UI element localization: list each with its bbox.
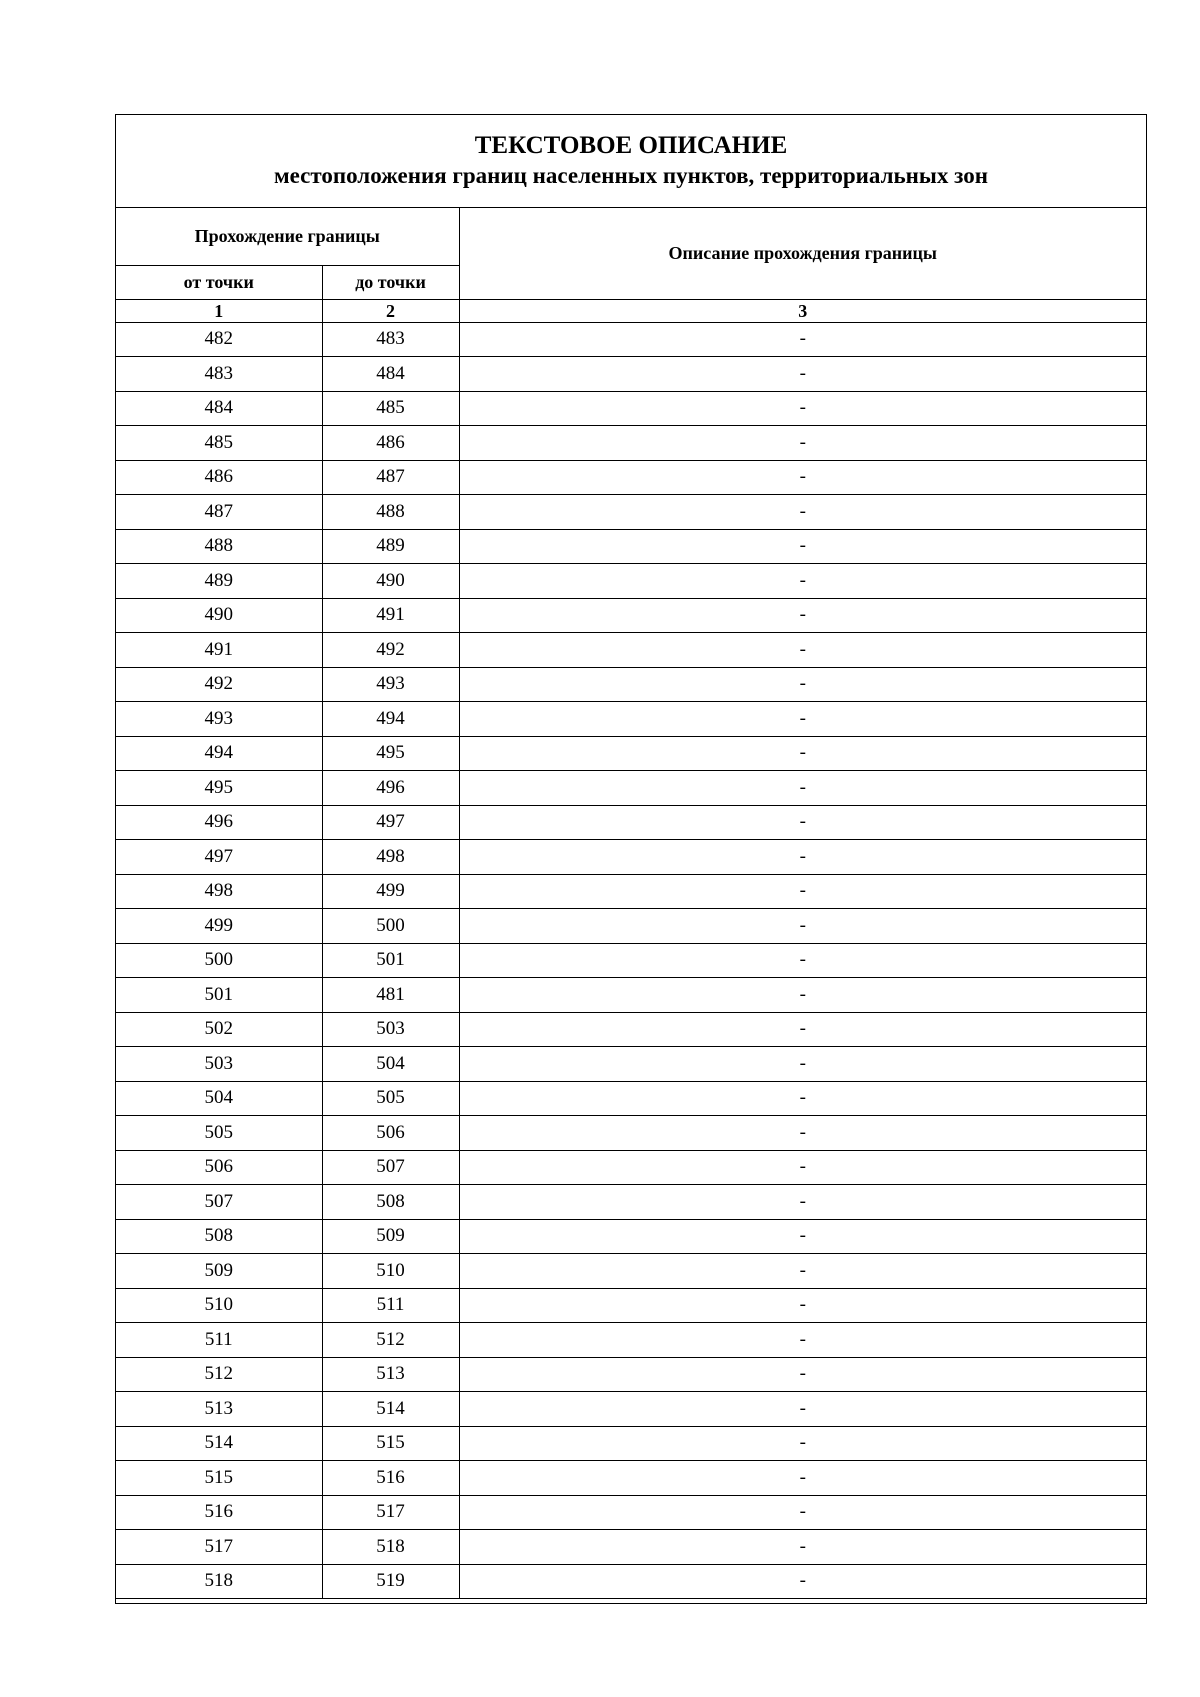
table-row bbox=[116, 1219, 1146, 1254]
from-point-cell: 516 bbox=[116, 1495, 322, 1530]
from-point-cell: 498 bbox=[116, 874, 322, 909]
from-point-cell: 497 bbox=[116, 840, 322, 875]
description-cell: - bbox=[459, 633, 1146, 668]
from-point-cell: 492 bbox=[116, 667, 322, 702]
table-bottom-rule bbox=[116, 1598, 1146, 1603]
to-point-cell: 510 bbox=[322, 1254, 459, 1289]
description-cell: - bbox=[459, 1461, 1146, 1496]
from-point-cell: 517 bbox=[116, 1530, 322, 1565]
description-cell: - bbox=[459, 1564, 1146, 1598]
header-description: Описание прохождения границы bbox=[459, 208, 1146, 299]
to-point-cell: 499 bbox=[322, 874, 459, 909]
to-point-cell: 493 bbox=[322, 667, 459, 702]
to-point-cell: 481 bbox=[322, 978, 459, 1013]
to-point-cell: 498 bbox=[322, 840, 459, 875]
to-point-cell: 496 bbox=[322, 771, 459, 806]
from-point-cell: 486 bbox=[116, 460, 322, 495]
table-row bbox=[116, 1116, 1146, 1151]
description-cell: - bbox=[459, 426, 1146, 461]
from-point-cell: 507 bbox=[116, 1185, 322, 1220]
from-point-cell: 495 bbox=[116, 771, 322, 806]
table-row bbox=[116, 909, 1146, 944]
table-row bbox=[116, 1426, 1146, 1461]
to-point-cell: 515 bbox=[322, 1426, 459, 1461]
description-cell: - bbox=[459, 357, 1146, 392]
description-cell: - bbox=[459, 1288, 1146, 1323]
from-point-cell: 493 bbox=[116, 702, 322, 737]
table-row bbox=[116, 1185, 1146, 1220]
header-to-point: до точки bbox=[322, 265, 459, 299]
header-boundary-passage: Прохождение границы bbox=[116, 208, 459, 265]
description-cell: - bbox=[459, 943, 1146, 978]
to-point-cell: 500 bbox=[322, 909, 459, 944]
from-point-cell: 509 bbox=[116, 1254, 322, 1289]
to-point-cell: 507 bbox=[322, 1150, 459, 1185]
from-point-cell: 494 bbox=[116, 736, 322, 771]
from-point-cell: 488 bbox=[116, 529, 322, 564]
from-point-cell: 499 bbox=[116, 909, 322, 944]
from-point-cell: 518 bbox=[116, 1564, 322, 1598]
to-point-cell: 495 bbox=[322, 736, 459, 771]
to-point-cell: 494 bbox=[322, 702, 459, 737]
to-point-cell: 511 bbox=[322, 1288, 459, 1323]
table-row bbox=[116, 529, 1146, 564]
from-point-cell: 491 bbox=[116, 633, 322, 668]
from-point-cell: 508 bbox=[116, 1219, 322, 1254]
table-row bbox=[116, 1323, 1146, 1358]
table-row bbox=[116, 667, 1146, 702]
table-row bbox=[116, 1357, 1146, 1392]
table-row bbox=[116, 874, 1146, 909]
to-point-cell: 483 bbox=[322, 322, 459, 357]
from-point-cell: 487 bbox=[116, 495, 322, 530]
table-row bbox=[116, 840, 1146, 875]
from-point-cell: 482 bbox=[116, 322, 322, 357]
to-point-cell: 504 bbox=[322, 1047, 459, 1082]
description-cell: - bbox=[459, 1219, 1146, 1254]
description-cell: - bbox=[459, 564, 1146, 599]
description-cell: - bbox=[459, 1185, 1146, 1220]
from-point-cell: 512 bbox=[116, 1357, 322, 1392]
to-point-cell: 516 bbox=[322, 1461, 459, 1496]
from-point-cell: 502 bbox=[116, 1012, 322, 1047]
description-cell: - bbox=[459, 702, 1146, 737]
to-point-cell: 514 bbox=[322, 1392, 459, 1427]
from-point-cell: 514 bbox=[116, 1426, 322, 1461]
description-cell: - bbox=[459, 1530, 1146, 1565]
column-number-1: 1 bbox=[116, 299, 322, 322]
description-cell: - bbox=[459, 978, 1146, 1013]
table-row bbox=[116, 598, 1146, 633]
from-point-cell: 483 bbox=[116, 357, 322, 392]
to-point-cell: 503 bbox=[322, 1012, 459, 1047]
description-cell: - bbox=[459, 529, 1146, 564]
description-cell: - bbox=[459, 322, 1146, 357]
table-row bbox=[116, 771, 1146, 806]
from-point-cell: 485 bbox=[116, 426, 322, 461]
document-title: ТЕКСТОВОЕ ОПИСАНИЕ bbox=[474, 132, 788, 159]
table-row bbox=[116, 1047, 1146, 1082]
to-point-cell: 491 bbox=[322, 598, 459, 633]
description-cell: - bbox=[459, 598, 1146, 633]
description-cell: - bbox=[459, 840, 1146, 875]
table-row bbox=[116, 1392, 1146, 1427]
table-body bbox=[116, 322, 1146, 1598]
to-point-cell: 490 bbox=[322, 564, 459, 599]
description-cell: - bbox=[459, 1047, 1146, 1082]
table-row bbox=[116, 1564, 1146, 1598]
from-point-cell: 510 bbox=[116, 1288, 322, 1323]
description-cell: - bbox=[459, 391, 1146, 426]
from-point-cell: 484 bbox=[116, 391, 322, 426]
description-cell: - bbox=[459, 805, 1146, 840]
table-row bbox=[116, 1530, 1146, 1565]
table-row bbox=[116, 495, 1146, 530]
table-row bbox=[116, 633, 1146, 668]
to-point-cell: 519 bbox=[322, 1564, 459, 1598]
to-point-cell: 485 bbox=[322, 391, 459, 426]
description-cell: - bbox=[459, 1495, 1146, 1530]
to-point-cell: 517 bbox=[322, 1495, 459, 1530]
description-cell: - bbox=[459, 771, 1146, 806]
table-row bbox=[116, 1012, 1146, 1047]
from-point-cell: 513 bbox=[116, 1392, 322, 1427]
to-point-cell: 508 bbox=[322, 1185, 459, 1220]
from-point-cell: 489 bbox=[116, 564, 322, 599]
table-row bbox=[116, 1461, 1146, 1496]
table-row bbox=[116, 426, 1146, 461]
description-cell: - bbox=[459, 1357, 1146, 1392]
document-header bbox=[116, 115, 1146, 208]
to-point-cell: 484 bbox=[322, 357, 459, 392]
boundary-description-document bbox=[115, 114, 1147, 1604]
table-row bbox=[116, 357, 1146, 392]
table-row bbox=[116, 702, 1146, 737]
table-row bbox=[116, 805, 1146, 840]
document-subtitle: местоположения границ населенных пунктов, территориальных зон bbox=[274, 163, 988, 188]
to-point-cell: 501 bbox=[322, 943, 459, 978]
table-row bbox=[116, 736, 1146, 771]
from-point-cell: 515 bbox=[116, 1461, 322, 1496]
to-point-cell: 513 bbox=[322, 1357, 459, 1392]
description-cell: - bbox=[459, 1150, 1146, 1185]
description-cell: - bbox=[459, 1392, 1146, 1427]
to-point-cell: 506 bbox=[322, 1116, 459, 1151]
from-point-cell: 501 bbox=[116, 978, 322, 1013]
from-point-cell: 500 bbox=[116, 943, 322, 978]
from-point-cell: 505 bbox=[116, 1116, 322, 1151]
to-point-cell: 488 bbox=[322, 495, 459, 530]
description-cell: - bbox=[459, 1116, 1146, 1151]
to-point-cell: 492 bbox=[322, 633, 459, 668]
table-row bbox=[116, 322, 1146, 357]
description-cell: - bbox=[459, 1254, 1146, 1289]
boundary-table bbox=[116, 208, 1146, 1598]
table-row bbox=[116, 943, 1146, 978]
description-cell: - bbox=[459, 667, 1146, 702]
table-row bbox=[116, 1081, 1146, 1116]
from-point-cell: 506 bbox=[116, 1150, 322, 1185]
table-row bbox=[116, 1288, 1146, 1323]
table-row bbox=[116, 978, 1146, 1013]
from-point-cell: 504 bbox=[116, 1081, 322, 1116]
column-number-3: 3 bbox=[459, 299, 1146, 322]
header-from-point: от точки bbox=[183, 271, 254, 292]
from-point-cell: 490 bbox=[116, 598, 322, 633]
table-row bbox=[116, 1495, 1146, 1530]
description-cell: - bbox=[459, 460, 1146, 495]
description-cell: - bbox=[459, 909, 1146, 944]
table-row bbox=[116, 1254, 1146, 1289]
description-cell: - bbox=[459, 1081, 1146, 1116]
description-cell: - bbox=[459, 1012, 1146, 1047]
to-point-cell: 518 bbox=[322, 1530, 459, 1565]
table-row bbox=[116, 460, 1146, 495]
column-number-2: 2 bbox=[322, 299, 459, 322]
table-row bbox=[116, 1150, 1146, 1185]
description-cell: - bbox=[459, 495, 1146, 530]
to-point-cell: 512 bbox=[322, 1323, 459, 1358]
to-point-cell: 486 bbox=[322, 426, 459, 461]
to-point-cell: 487 bbox=[322, 460, 459, 495]
description-cell: - bbox=[459, 1426, 1146, 1461]
to-point-cell: 505 bbox=[322, 1081, 459, 1116]
description-cell: - bbox=[459, 874, 1146, 909]
from-point-cell: 511 bbox=[116, 1323, 322, 1358]
description-cell: - bbox=[459, 1323, 1146, 1358]
table-row bbox=[116, 391, 1146, 426]
description-cell: - bbox=[459, 736, 1146, 771]
table-row bbox=[116, 564, 1146, 599]
to-point-cell: 497 bbox=[322, 805, 459, 840]
to-point-cell: 489 bbox=[322, 529, 459, 564]
to-point-cell: 509 bbox=[322, 1219, 459, 1254]
from-point-cell: 496 bbox=[116, 805, 322, 840]
from-point-cell: 503 bbox=[116, 1047, 322, 1082]
